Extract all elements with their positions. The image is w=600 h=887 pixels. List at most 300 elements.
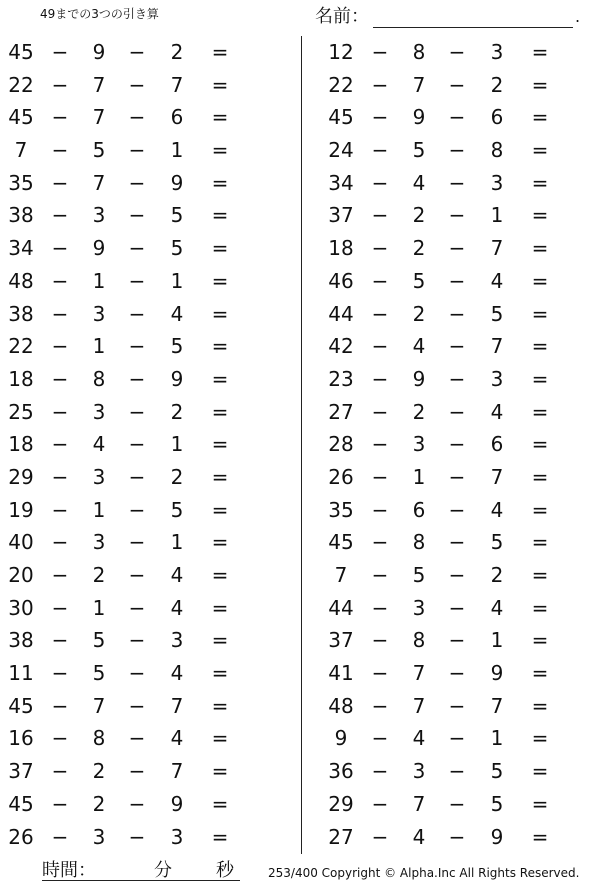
minus-sign: − bbox=[128, 530, 146, 555]
minus-sign: − bbox=[51, 40, 69, 64]
subtrahend-2: 1 bbox=[490, 203, 504, 228]
subtrahend-2: 5 bbox=[170, 334, 184, 359]
minus-sign: − bbox=[51, 563, 69, 587]
minuend: 22 bbox=[8, 72, 34, 97]
subtrahend-2: 5 bbox=[490, 791, 504, 816]
minuend: 27 bbox=[328, 824, 354, 849]
minuend: 45 bbox=[8, 693, 34, 718]
minus-sign: − bbox=[371, 628, 389, 653]
minuend: 28 bbox=[328, 432, 354, 457]
minus-sign: − bbox=[51, 693, 69, 718]
subtrahend-1: 2 bbox=[412, 236, 426, 261]
minuend: 38 bbox=[8, 628, 34, 653]
minus-sign: − bbox=[371, 432, 389, 457]
problem-row bbox=[0, 592, 260, 625]
minus-sign: − bbox=[448, 72, 466, 97]
minuend: 48 bbox=[328, 693, 354, 718]
minus-sign: − bbox=[51, 497, 69, 522]
minuend: 38 bbox=[8, 301, 34, 326]
subtrahend-2: 9 bbox=[490, 661, 504, 686]
minuend: 20 bbox=[8, 563, 34, 587]
subtrahend-2: 2 bbox=[170, 40, 184, 64]
subtrahend-2: 3 bbox=[490, 40, 504, 64]
subtrahend-2: 2 bbox=[490, 72, 504, 97]
equals-sign: = bbox=[211, 268, 229, 293]
minus-sign: − bbox=[371, 399, 389, 424]
equals-sign: = bbox=[211, 563, 229, 587]
minuend: 18 bbox=[328, 236, 354, 261]
name-dot: . bbox=[575, 7, 581, 26]
minuend: 12 bbox=[328, 40, 354, 64]
subtrahend-1: 8 bbox=[412, 40, 426, 64]
minus-sign: − bbox=[51, 138, 69, 163]
minuend: 22 bbox=[8, 334, 34, 359]
minuend: 7 bbox=[334, 563, 348, 587]
copyright-text: 253/400 Copyright © Alpha.Inc All Rights Reserved. bbox=[268, 866, 580, 880]
minus-sign: − bbox=[128, 40, 146, 64]
minus-sign: − bbox=[51, 268, 69, 293]
minuend: 41 bbox=[328, 661, 354, 686]
minus-sign: − bbox=[128, 497, 146, 522]
subtrahend-1: 5 bbox=[92, 138, 106, 163]
problem-row bbox=[0, 821, 260, 854]
minus-sign: − bbox=[371, 464, 389, 489]
subtrahend-2: 9 bbox=[170, 791, 184, 816]
minus-sign: − bbox=[371, 301, 389, 326]
minus-sign: − bbox=[371, 595, 389, 620]
minuend: 27 bbox=[328, 399, 354, 424]
subtrahend-1: 5 bbox=[412, 563, 426, 587]
minus-sign: − bbox=[128, 791, 146, 816]
minus-sign: − bbox=[448, 268, 466, 293]
minus-sign: − bbox=[51, 628, 69, 653]
minus-sign: − bbox=[51, 301, 69, 326]
column-divider bbox=[301, 36, 302, 854]
problem-row bbox=[320, 755, 580, 788]
subtrahend-2: 7 bbox=[170, 693, 184, 718]
subtrahend-1: 7 bbox=[92, 72, 106, 97]
problem-row bbox=[320, 526, 580, 559]
subtrahend-1: 1 bbox=[92, 595, 106, 620]
minuend: 40 bbox=[8, 530, 34, 555]
minus-sign: − bbox=[448, 661, 466, 686]
equals-sign: = bbox=[531, 366, 549, 391]
subtrahend-1: 2 bbox=[412, 301, 426, 326]
problem-row bbox=[320, 788, 580, 821]
subtrahend-1: 7 bbox=[412, 72, 426, 97]
minus-sign: − bbox=[128, 759, 146, 784]
minuend: 37 bbox=[328, 628, 354, 653]
subtrahend-1: 1 bbox=[92, 334, 106, 359]
minus-sign: − bbox=[128, 301, 146, 326]
subtrahend-2: 4 bbox=[490, 497, 504, 522]
equals-sign: = bbox=[211, 105, 229, 130]
equals-sign: = bbox=[531, 203, 549, 228]
minus-sign: − bbox=[51, 72, 69, 97]
problem-row bbox=[0, 428, 260, 461]
minus-sign: − bbox=[128, 138, 146, 163]
seconds-label: 秒 bbox=[216, 860, 234, 881]
minus-sign: − bbox=[371, 236, 389, 261]
minuend: 45 bbox=[8, 105, 34, 130]
minus-sign: − bbox=[448, 366, 466, 391]
problem-row bbox=[320, 821, 580, 854]
minus-sign: − bbox=[51, 595, 69, 620]
problem-row bbox=[320, 461, 580, 494]
equals-sign: = bbox=[531, 432, 549, 457]
minus-sign: − bbox=[371, 824, 389, 849]
subtrahend-2: 9 bbox=[170, 170, 184, 195]
minus-sign: − bbox=[448, 236, 466, 261]
problem-row bbox=[320, 101, 580, 134]
minutes-label: 分 bbox=[154, 860, 172, 881]
subtrahend-1: 3 bbox=[92, 203, 106, 228]
equals-sign: = bbox=[211, 497, 229, 522]
equals-sign: = bbox=[531, 824, 549, 849]
subtrahend-2: 6 bbox=[490, 432, 504, 457]
minus-sign: − bbox=[51, 170, 69, 195]
problems-column-left bbox=[0, 36, 260, 853]
minus-sign: − bbox=[128, 72, 146, 97]
problem-row bbox=[0, 624, 260, 657]
minus-sign: − bbox=[371, 563, 389, 587]
minuend: 45 bbox=[8, 791, 34, 816]
minus-sign: − bbox=[448, 530, 466, 555]
equals-sign: = bbox=[211, 595, 229, 620]
minuend: 24 bbox=[328, 138, 354, 163]
minus-sign: − bbox=[371, 334, 389, 359]
subtrahend-2: 6 bbox=[490, 105, 504, 130]
subtrahend-1: 7 bbox=[92, 170, 106, 195]
problem-row bbox=[0, 722, 260, 755]
equals-sign: = bbox=[531, 497, 549, 522]
minus-sign: − bbox=[128, 105, 146, 130]
subtrahend-2: 3 bbox=[490, 170, 504, 195]
subtrahend-1: 3 bbox=[412, 595, 426, 620]
problem-row bbox=[0, 232, 260, 265]
subtrahend-2: 4 bbox=[170, 595, 184, 620]
minus-sign: − bbox=[128, 170, 146, 195]
minus-sign: − bbox=[371, 759, 389, 784]
equals-sign: = bbox=[531, 236, 549, 261]
problem-row bbox=[0, 134, 260, 167]
minus-sign: − bbox=[51, 399, 69, 424]
minus-sign: − bbox=[51, 366, 69, 391]
subtrahend-1: 3 bbox=[92, 301, 106, 326]
minus-sign: − bbox=[371, 203, 389, 228]
minuend: 30 bbox=[8, 595, 34, 620]
equals-sign: = bbox=[531, 268, 549, 293]
minuend: 18 bbox=[8, 366, 34, 391]
problem-row bbox=[0, 461, 260, 494]
problem-row bbox=[0, 199, 260, 232]
problem-row bbox=[0, 69, 260, 102]
minus-sign: − bbox=[448, 105, 466, 130]
minus-sign: − bbox=[51, 432, 69, 457]
minus-sign: − bbox=[371, 366, 389, 391]
equals-sign: = bbox=[211, 432, 229, 457]
subtrahend-2: 3 bbox=[490, 366, 504, 391]
equals-sign: = bbox=[211, 334, 229, 359]
subtrahend-2: 5 bbox=[170, 497, 184, 522]
subtrahend-1: 8 bbox=[412, 628, 426, 653]
minuend: 18 bbox=[8, 432, 34, 457]
subtrahend-2: 1 bbox=[170, 138, 184, 163]
minus-sign: − bbox=[128, 432, 146, 457]
minuend: 22 bbox=[328, 72, 354, 97]
minuend: 36 bbox=[328, 759, 354, 784]
subtrahend-2: 9 bbox=[170, 366, 184, 391]
subtrahend-1: 2 bbox=[412, 203, 426, 228]
subtrahend-2: 1 bbox=[490, 726, 504, 751]
minus-sign: − bbox=[371, 40, 389, 64]
minus-sign: − bbox=[448, 203, 466, 228]
minus-sign: − bbox=[448, 759, 466, 784]
minuend: 26 bbox=[328, 464, 354, 489]
subtrahend-2: 4 bbox=[490, 399, 504, 424]
subtrahend-1: 9 bbox=[92, 40, 106, 64]
subtrahend-1: 8 bbox=[412, 530, 426, 555]
minus-sign: − bbox=[51, 203, 69, 228]
subtrahend-1: 3 bbox=[412, 759, 426, 784]
minus-sign: − bbox=[448, 432, 466, 457]
subtrahend-1: 7 bbox=[92, 105, 106, 130]
minus-sign: − bbox=[448, 595, 466, 620]
subtrahend-1: 8 bbox=[92, 726, 106, 751]
minus-sign: − bbox=[51, 661, 69, 686]
minus-sign: − bbox=[448, 693, 466, 718]
minus-sign: − bbox=[448, 628, 466, 653]
equals-sign: = bbox=[531, 170, 549, 195]
minuend: 44 bbox=[328, 595, 354, 620]
minuend: 46 bbox=[328, 268, 354, 293]
minuend: 35 bbox=[328, 497, 354, 522]
problem-row bbox=[0, 363, 260, 396]
minus-sign: − bbox=[448, 399, 466, 424]
minuend: 45 bbox=[8, 40, 34, 64]
subtrahend-2: 4 bbox=[170, 563, 184, 587]
problem-row bbox=[320, 199, 580, 232]
time-label: 時間： bbox=[42, 860, 96, 881]
problem-row bbox=[0, 788, 260, 821]
problem-row bbox=[0, 657, 260, 690]
problem-row bbox=[320, 559, 580, 592]
equals-sign: = bbox=[211, 791, 229, 816]
minus-sign: − bbox=[128, 693, 146, 718]
subtrahend-1: 6 bbox=[412, 497, 426, 522]
subtrahend-2: 7 bbox=[170, 72, 184, 97]
minuend: 9 bbox=[334, 726, 348, 751]
minuend: 16 bbox=[8, 726, 34, 751]
minuend: 11 bbox=[8, 661, 34, 686]
equals-sign: = bbox=[531, 105, 549, 130]
subtrahend-2: 4 bbox=[490, 595, 504, 620]
minus-sign: − bbox=[51, 236, 69, 261]
equals-sign: = bbox=[531, 399, 549, 424]
problem-row bbox=[320, 265, 580, 298]
minuend: 7 bbox=[14, 138, 28, 163]
minus-sign: − bbox=[448, 40, 466, 64]
equals-sign: = bbox=[211, 236, 229, 261]
minuend: 35 bbox=[8, 170, 34, 195]
subtrahend-1: 4 bbox=[412, 726, 426, 751]
subtrahend-2: 2 bbox=[170, 464, 184, 489]
time-record bbox=[42, 856, 240, 881]
minuend: 48 bbox=[8, 268, 34, 293]
subtrahend-1: 1 bbox=[92, 497, 106, 522]
problem-row bbox=[320, 657, 580, 690]
subtrahend-2: 5 bbox=[490, 301, 504, 326]
subtrahend-2: 5 bbox=[170, 236, 184, 261]
subtrahend-1: 4 bbox=[412, 824, 426, 849]
minuend: 19 bbox=[8, 497, 34, 522]
problem-row bbox=[320, 36, 580, 69]
minus-sign: − bbox=[448, 497, 466, 522]
problem-row bbox=[0, 265, 260, 298]
subtrahend-1: 9 bbox=[412, 105, 426, 130]
subtrahend-2: 8 bbox=[490, 138, 504, 163]
subtrahend-2: 1 bbox=[170, 432, 184, 457]
subtrahend-2: 4 bbox=[490, 268, 504, 293]
problem-row bbox=[0, 559, 260, 592]
minus-sign: − bbox=[371, 138, 389, 163]
equals-sign: = bbox=[531, 595, 549, 620]
minus-sign: − bbox=[128, 595, 146, 620]
minuend: 29 bbox=[328, 791, 354, 816]
name-label: 名前： bbox=[315, 6, 369, 27]
equals-sign: = bbox=[531, 628, 549, 653]
minus-sign: − bbox=[51, 530, 69, 555]
minus-sign: − bbox=[128, 366, 146, 391]
minus-sign: − bbox=[128, 268, 146, 293]
subtrahend-2: 3 bbox=[170, 824, 184, 849]
minuend: 38 bbox=[8, 203, 34, 228]
subtrahend-2: 1 bbox=[490, 628, 504, 653]
problem-row bbox=[0, 494, 260, 527]
problem-row bbox=[0, 396, 260, 429]
minus-sign: − bbox=[371, 726, 389, 751]
problem-row bbox=[320, 298, 580, 331]
equals-sign: = bbox=[531, 530, 549, 555]
equals-sign: = bbox=[531, 138, 549, 163]
equals-sign: = bbox=[531, 661, 549, 686]
equals-sign: = bbox=[211, 203, 229, 228]
subtrahend-1: 9 bbox=[412, 366, 426, 391]
minus-sign: − bbox=[371, 170, 389, 195]
minuend: 26 bbox=[8, 824, 34, 849]
name-field bbox=[315, 6, 580, 28]
subtrahend-2: 7 bbox=[490, 693, 504, 718]
minus-sign: − bbox=[371, 693, 389, 718]
subtrahend-2: 3 bbox=[170, 628, 184, 653]
minuend: 37 bbox=[328, 203, 354, 228]
minus-sign: − bbox=[128, 399, 146, 424]
subtrahend-1: 3 bbox=[412, 432, 426, 457]
minus-sign: − bbox=[128, 334, 146, 359]
subtrahend-1: 7 bbox=[412, 791, 426, 816]
minus-sign: − bbox=[448, 726, 466, 751]
subtrahend-1: 2 bbox=[92, 791, 106, 816]
worksheet-title: 49までの3つの引き算 bbox=[40, 7, 159, 21]
name-blank-line[interactable] bbox=[373, 7, 573, 28]
equals-sign: = bbox=[211, 628, 229, 653]
equals-sign: = bbox=[211, 399, 229, 424]
minus-sign: − bbox=[51, 105, 69, 130]
minus-sign: − bbox=[448, 791, 466, 816]
minus-sign: − bbox=[448, 824, 466, 849]
minus-sign: − bbox=[371, 530, 389, 555]
subtrahend-2: 9 bbox=[490, 824, 504, 849]
subtrahend-2: 2 bbox=[490, 563, 504, 587]
minuend: 44 bbox=[328, 301, 354, 326]
problem-row bbox=[320, 722, 580, 755]
minuend: 37 bbox=[8, 759, 34, 784]
minus-sign: − bbox=[128, 464, 146, 489]
problem-row bbox=[320, 494, 580, 527]
subtrahend-2: 5 bbox=[490, 759, 504, 784]
subtrahend-2: 7 bbox=[490, 334, 504, 359]
problem-row bbox=[320, 232, 580, 265]
problem-row bbox=[320, 363, 580, 396]
minus-sign: − bbox=[51, 334, 69, 359]
minus-sign: − bbox=[371, 661, 389, 686]
subtrahend-2: 7 bbox=[490, 236, 504, 261]
equals-sign: = bbox=[531, 693, 549, 718]
subtrahend-1: 2 bbox=[412, 399, 426, 424]
minuend: 45 bbox=[328, 105, 354, 130]
subtrahend-2: 7 bbox=[170, 759, 184, 784]
equals-sign: = bbox=[211, 301, 229, 326]
equals-sign: = bbox=[531, 72, 549, 97]
equals-sign: = bbox=[211, 170, 229, 195]
problem-row bbox=[320, 330, 580, 363]
minus-sign: − bbox=[51, 791, 69, 816]
subtrahend-2: 7 bbox=[490, 464, 504, 489]
minus-sign: − bbox=[51, 726, 69, 751]
subtrahend-2: 5 bbox=[170, 203, 184, 228]
problem-row bbox=[0, 167, 260, 200]
subtrahend-1: 9 bbox=[92, 236, 106, 261]
subtrahend-1: 4 bbox=[92, 432, 106, 457]
subtrahend-1: 3 bbox=[92, 464, 106, 489]
minus-sign: − bbox=[128, 628, 146, 653]
minus-sign: − bbox=[371, 497, 389, 522]
equals-sign: = bbox=[211, 693, 229, 718]
minuend: 25 bbox=[8, 399, 34, 424]
problem-row bbox=[320, 624, 580, 657]
minus-sign: − bbox=[128, 726, 146, 751]
minus-sign: − bbox=[51, 824, 69, 849]
subtrahend-2: 4 bbox=[170, 661, 184, 686]
minus-sign: − bbox=[128, 236, 146, 261]
equals-sign: = bbox=[531, 726, 549, 751]
problem-row bbox=[0, 101, 260, 134]
minus-sign: − bbox=[51, 464, 69, 489]
equals-sign: = bbox=[211, 366, 229, 391]
subtrahend-1: 4 bbox=[412, 170, 426, 195]
minus-sign: − bbox=[448, 563, 466, 587]
equals-sign: = bbox=[211, 72, 229, 97]
minus-sign: − bbox=[128, 203, 146, 228]
subtrahend-1: 5 bbox=[92, 661, 106, 686]
problem-row bbox=[0, 330, 260, 363]
problem-row bbox=[0, 526, 260, 559]
subtrahend-1: 8 bbox=[92, 366, 106, 391]
equals-sign: = bbox=[531, 759, 549, 784]
problem-row bbox=[320, 134, 580, 167]
minus-sign: − bbox=[448, 334, 466, 359]
minus-sign: − bbox=[448, 301, 466, 326]
